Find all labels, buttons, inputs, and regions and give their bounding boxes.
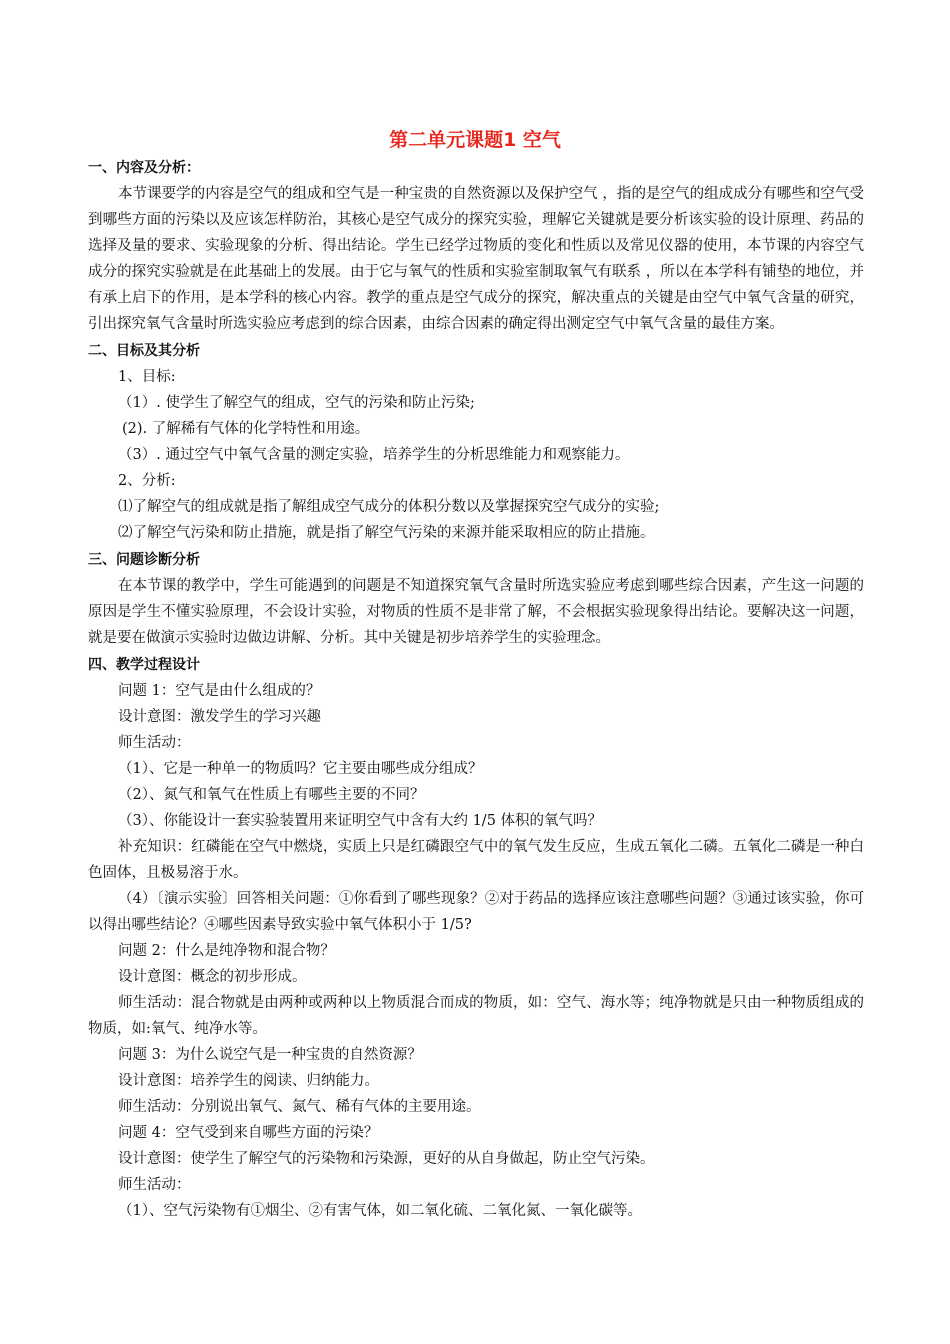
- question-1-activity: 师生活动：: [118, 735, 191, 751]
- section-paragraph-content: 本节课要学的内容是空气的组成和空气是一种宝贵的自然资源以及保护空气 ，指的是空气的组成成分有哪些和空气受到哪些方面的污染以及应该怎样防治，其核心是空气成分的探究实验，理解它关键就是要分析该实验的设计原理、药品的选择及量的要求、实验现象的分析、得出结论。学生已经学过物质的变化和性质以及常见仪器的使用，本节课的内容空气成分的探究实验就是在此基础上的发展。由于它与氧气的性质和实验室制取氧气有联系 ，所以在本学科有铺垫的地位，并有承上启下的作用，是本学科的核心内容。教学的重点是空气成分的探究，解决重点的关键是由空气中氧气含量的研究，引出探究氧气含量时所选实验应考虑到的综合因素，由综合因素的确定得出测定空气中氧气含量的最佳方案。: [88, 186, 864, 332]
- supplement-paragraph: 补充知识：红磷能在空气中燃烧，实质上只是红磷跟空气中的氧气发生反应，生成五氧化二磷。五氧化二磷是一种白色固体，且极易溶于水。: [88, 839, 864, 881]
- question-2-activity: 师生活动：混合物就是由两种或两种以上物质混合而成的物质，如：空气、海水等；纯净物就是只由一种物质组成的物质，如:氧气、纯净水等。: [88, 995, 864, 1037]
- question-1: 问题 1：空气是由什么组成的？: [118, 683, 321, 699]
- question-3-intent: 设计意图：培养学生的阅读、归纳能力。: [118, 1073, 379, 1089]
- question-2: 问题 2：什么是纯净物和混合物？: [118, 943, 335, 959]
- analysis-item: ⑵了解空气污染和防止措施，就是指了解空气污染的来源并能采取相应的防止措施。: [118, 525, 655, 541]
- goal-item: (2). 了解稀有气体的化学特性和用途。: [122, 421, 370, 437]
- activity-item: （1）、它是一种单一的物质吗？它主要由哪些成分组成？: [118, 761, 483, 777]
- section-paragraph-diagnosis: 在本节课的教学中，学生可能遇到的问题是不知道探究氧气含量时所选实验应考虑到哪些综合因素，产生这一问题的原因是学生不懂实验原理，不会设计实验，对物质的性质不是非常了解，不会根据实验现象得出结论。要解决这一问题，就是要在做演示实验时边做边讲解、分析。其中关键是初步培养学生的实验理念。: [88, 578, 864, 646]
- goal-item: （3）. 通过空气中氧气含量的测定实验，培养学生的分析思维能力和观察能力。: [118, 447, 630, 463]
- activity-item: （1）、空气污染物有①烟尘、②有害气体，如二氧化硫、二氧化氮、一氧化碳等。: [118, 1203, 642, 1219]
- goal-item: （1）. 使学生了解空气的组成，空气的污染和防止污染;: [118, 395, 475, 411]
- document-body: [88, 154, 864, 1224]
- question-3-activity: 师生活动：分别说出氧气、氮气、稀有气体的主要用途。: [118, 1099, 481, 1115]
- analysis-item: ⑴了解空气的组成就是指了解组成空气成分的体积分数以及掌握探究空气成分的实验;: [118, 499, 660, 515]
- question-4-intent: 设计意图：使学生了解空气的污染物和污染源，更好的从自身做起，防止空气污染。: [118, 1151, 655, 1167]
- goal-label: 1、目标:: [118, 369, 176, 385]
- section-heading-content: 一、内容及分析：: [88, 160, 200, 176]
- question-4-activity: 师生活动：: [118, 1177, 191, 1193]
- question-4: 问题 4：空气受到来自哪些方面的污染？: [118, 1125, 379, 1141]
- demo-paragraph: （4）〔演示实验〕回答相关问题：①你看到了哪些现象？②对于药品的选择应该注意哪些问题？③通过该实验，你可以得出哪些结论？④哪些因素导致实验中氧气体积小于 1/5?: [88, 891, 864, 933]
- section-heading-diagnosis: 三、问题诊断分析: [88, 552, 200, 568]
- activity-item: （3）、你能设计一套实验装置用来证明空气中含有大约 1/5 体积的氧气吗？: [118, 813, 603, 829]
- question-1-intent: 设计意图：激发学生的学习兴趣: [118, 709, 321, 725]
- analysis-label: 2、分析:: [118, 473, 176, 489]
- page-title: 第二单元课题1 空气: [389, 129, 561, 151]
- section-heading-process: 四、教学过程设计: [88, 657, 200, 673]
- section-heading-goals: 二、目标及其分析: [88, 343, 200, 359]
- activity-item: （2）、氮气和氧气在性质上有哪些主要的不同？: [118, 787, 425, 803]
- question-2-intent: 设计意图：概念的初步形成。: [118, 969, 307, 985]
- question-3: 问题 3：为什么说空气是一种宝贵的自然资源？: [118, 1047, 422, 1063]
